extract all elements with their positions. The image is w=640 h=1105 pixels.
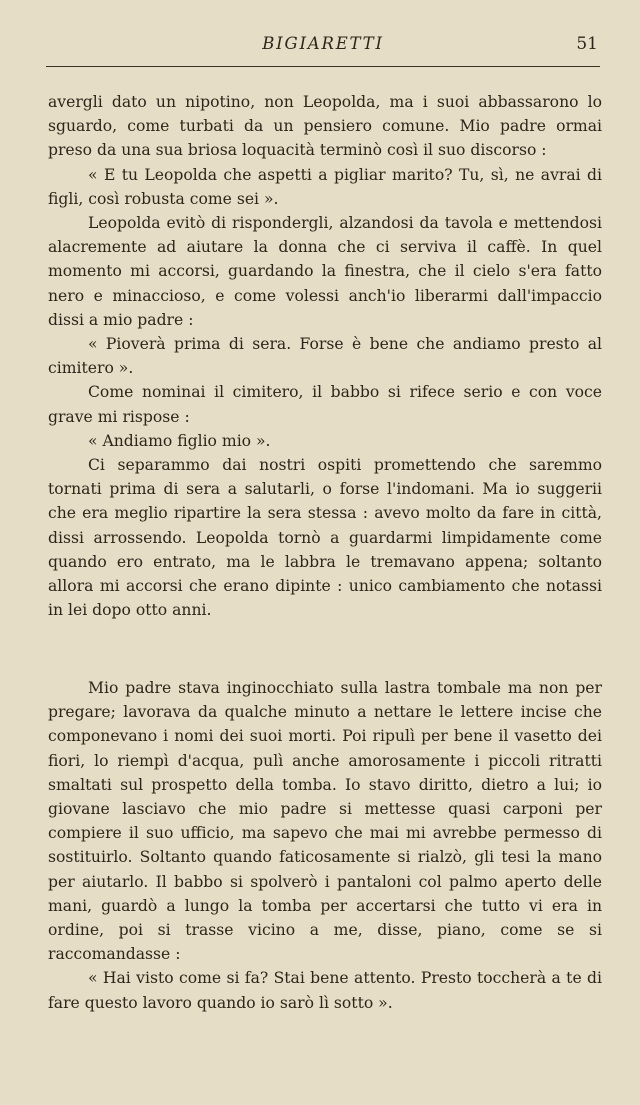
paragraph: avergli dato un nipotino, non Leopolda, ma i suoi abbassarono lo sguardo, come turbati da un pensiero comune. Mio padre ormai preso da una sua briosa loquacità terminò così il suo discorso : <box>48 93 602 160</box>
text-section-1 <box>48 90 602 622</box>
running-title: BIGIARETTI <box>262 34 384 53</box>
paragraph: « Hai visto come si fa? Stai bene attento. Presto toccherà a te di fare questo lavoro quando io sarò lì sotto ». <box>48 969 602 1012</box>
paragraph: Leopolda evitò di rispondergli, alzandosi da tavola e mettendosi alacremente ad aiutare la donna che ci serviva il caffè. In quel momento mi accorsi, guardando la finestra, che il cielo s'era fatto nero e minaccioso, e come volessi anch'io liberarmi dall'impaccio dissi a mio padre : <box>48 214 602 329</box>
paragraph: « Andiamo figlio mio ». <box>88 431 271 450</box>
paragraph: « Pioverà prima di sera. Forse è bene che andiamo presto al cimitero ». <box>48 335 602 378</box>
paragraph: « E tu Leopolda che aspetti a pigliar marito? Tu, sì, ne avrai di figli, così robusta come sei ». <box>48 165 602 208</box>
paragraph: Come nominai il cimitero, il babbo si rifece serio e con voce grave mi rispose : <box>48 383 602 426</box>
paragraph: Mio padre stava inginocchiato sulla lastra tombale ma non per pregare; lavorava da qualche minuto a nettare le lettere incise che componevano i nomi dei suoi morti. Poi ripulì per bene il vasetto dei fiori, lo riempì d'acqua, pulì anche amorosamente i piccoli ritratti smaltati sul prospetto della tomba. Io stavo diritto, dietro a lui; io giovane lasciavo che mio padre si mettesse quasi carponi per compiere il suo ufficio, ma sapevo che mai mi avrebbe permesso di sostituirlo. Soltanto quando faticosamente si rialzò, gli tesi la mano per aiutarlo. Il babbo si spolverò i pantaloni col palmo aperto delle mani, guardò a lungo la tomba per accertarsi che tutto vi era in ordine, poi si trasse vicino a me, disse, piano, come se si raccomandasse : <box>48 679 602 964</box>
paragraph: Ci separammo dai nostri ospiti promettendo che saremmo tornati prima di sera a salutarli, o forse l'indomani. Ma io suggerii che era meglio ripartire la sera stessa : avevo molto da fare in città, dissi arrossendo. Leopolda tornò a guardarmi limpidamente come quando ero entrato, ma le labbra le tremavano appena; soltanto allora mi accorsi che erano dipinte : unico cambiamento che notassi in lei dopo otto anni. <box>48 456 602 620</box>
page-header <box>46 34 600 58</box>
text-section-2 <box>48 676 602 1015</box>
page-number: 51 <box>576 34 598 54</box>
header-rule <box>46 66 600 67</box>
